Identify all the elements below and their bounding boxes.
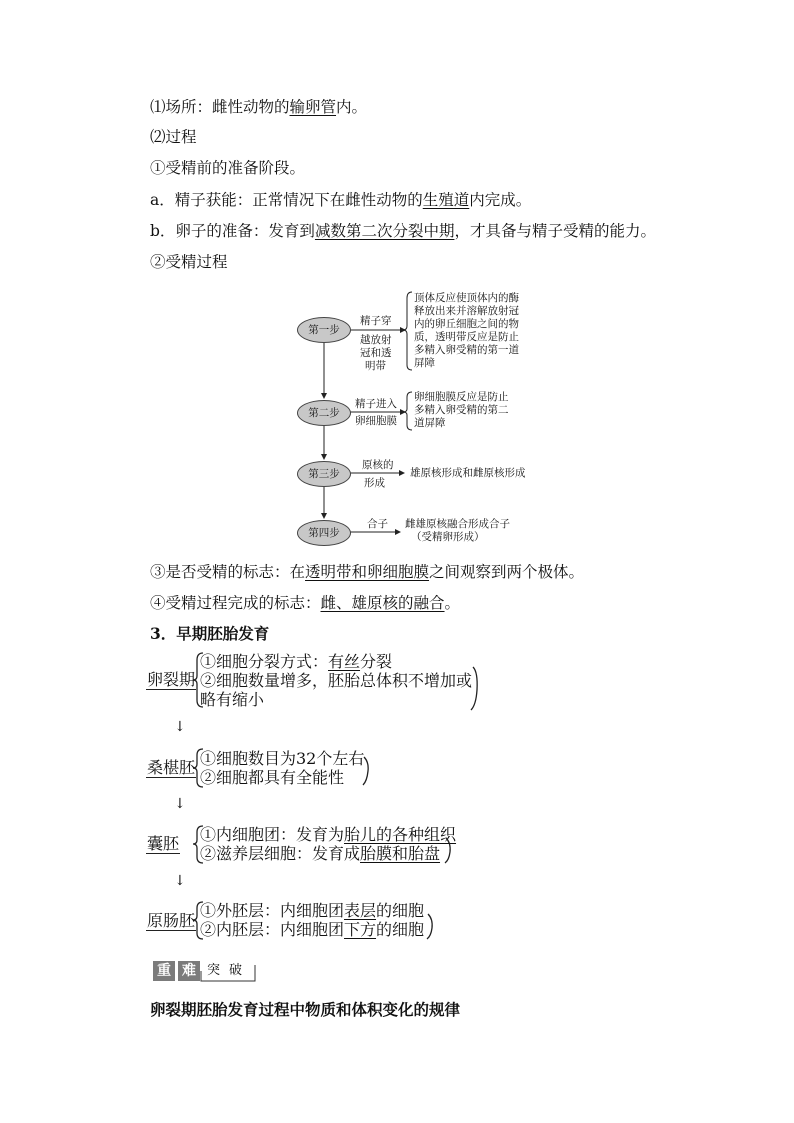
step1-label-b3: 明带 <box>365 360 386 372</box>
step4-label: 合子 <box>367 518 388 530</box>
step3-label-top: 原核的 <box>362 459 394 471</box>
stage-blastocyst-item1: ①内细胞团：发育为胎儿的各种组织 <box>200 825 457 844</box>
badge-char-3: 突 <box>207 963 221 978</box>
step1-label-b2: 冠和透 <box>360 347 392 359</box>
line-egg-prep: b．卵子的准备：发育到减数第二次分裂中期，才具备与精子受精的能力。 <box>150 222 656 240</box>
flow-step-1: 第一步 <box>297 317 351 343</box>
arrow-down-3: ↓ <box>174 873 186 889</box>
badge-char-1: 重 <box>153 961 175 981</box>
step3-label-bottom: 形成 <box>364 477 385 489</box>
step1-desc-3: 内的卵丘细胞之间的物 <box>414 318 519 330</box>
step2-label-top: 精子进入 <box>355 398 397 410</box>
step2-desc-3: 道屏障 <box>414 417 446 429</box>
badge-char-4: 破 <box>229 963 243 978</box>
stage-morula-item2: ②细胞都具有全能性 <box>200 768 345 787</box>
step1-desc-5: 多精入卵受精的第一道 <box>414 344 519 356</box>
step3-desc: 雄原核形成和雌原核形成 <box>410 467 526 479</box>
line-fertilization-complete: ④受精过程完成的标志：雌、雄原核的融合。 <box>150 594 461 612</box>
step2-desc-2: 多精入卵受精的第二 <box>414 404 509 416</box>
stage-cleavage: 卵裂期 <box>147 670 196 689</box>
stage-gastrula-item2: ②内胚层：内细胞团下方的细胞 <box>200 920 425 939</box>
line-location: ⑴场所：雌性动物的输卵管内。 <box>150 98 368 116</box>
flow-step-3: 第三步 <box>297 461 351 487</box>
step4-desc-2: （受精卵形成） <box>411 531 485 543</box>
step4-desc-1: 雌雄原核融合形成合子 <box>405 518 510 530</box>
line-prep-stage: ①受精前的准备阶段。 <box>150 159 306 177</box>
step1-label-top: 精子穿 <box>360 315 392 327</box>
stage-cleavage-item2-cont: 略有缩小 <box>200 690 265 709</box>
line-fertilization-process: ②受精过程 <box>150 253 228 271</box>
stage-cleavage-item2: ②细胞数量增多，胚胎总体积不增加或 <box>200 671 473 690</box>
step2-desc-1: 卵细胞膜反应是防止 <box>414 391 509 403</box>
stage-gastrula: 原肠胚 <box>147 911 196 930</box>
step2-label-bottom: 卵细胞膜 <box>355 415 397 427</box>
stage-cleavage-item1: ①细胞分裂方式：有丝分裂 <box>200 652 393 671</box>
flow-step-2: 第二步 <box>297 400 351 426</box>
badge-char-2: 难 <box>178 961 200 981</box>
stage-blastocyst-item2: ②滋养层细胞：发育成胎膜和胎盘 <box>200 844 441 863</box>
stage-gastrula-item1: ①外胚层：内细胞团表层的细胞 <box>200 901 425 920</box>
line-sperm-capacitation: a．精子获能：正常情况下在雌性动物的生殖道内完成。 <box>150 191 532 209</box>
final-heading: 卵裂期胚胎发育过程中物质和体积变化的规律 <box>150 1000 461 1019</box>
arrow-down-1: ↓ <box>174 719 186 735</box>
step1-desc-1: 顶体反应使顶体内的酶 <box>414 292 519 304</box>
step1-desc-2: 释放出来并溶解放射冠 <box>414 305 519 317</box>
section-heading-early-development: 3．早期胚胎发育 <box>150 624 270 643</box>
flow-step-4: 第四步 <box>297 520 351 546</box>
arrow-down-2: ↓ <box>174 796 186 812</box>
stage-morula: 桑椹胚 <box>147 758 196 777</box>
line-fertilization-marker: ③是否受精的标志：在透明带和卵细胞膜之间观察到两个极体。 <box>150 563 585 581</box>
line-process: ⑵过程 <box>150 128 197 146</box>
step1-label-b1: 越放射 <box>360 334 392 346</box>
stage-morula-item1: ①细胞数目为32个左右 <box>200 749 365 768</box>
step1-desc-4: 质，透明带反应是防止 <box>414 331 519 343</box>
stage-blastocyst: 囊胚 <box>147 834 180 853</box>
step1-desc-6: 屏障 <box>414 357 435 369</box>
